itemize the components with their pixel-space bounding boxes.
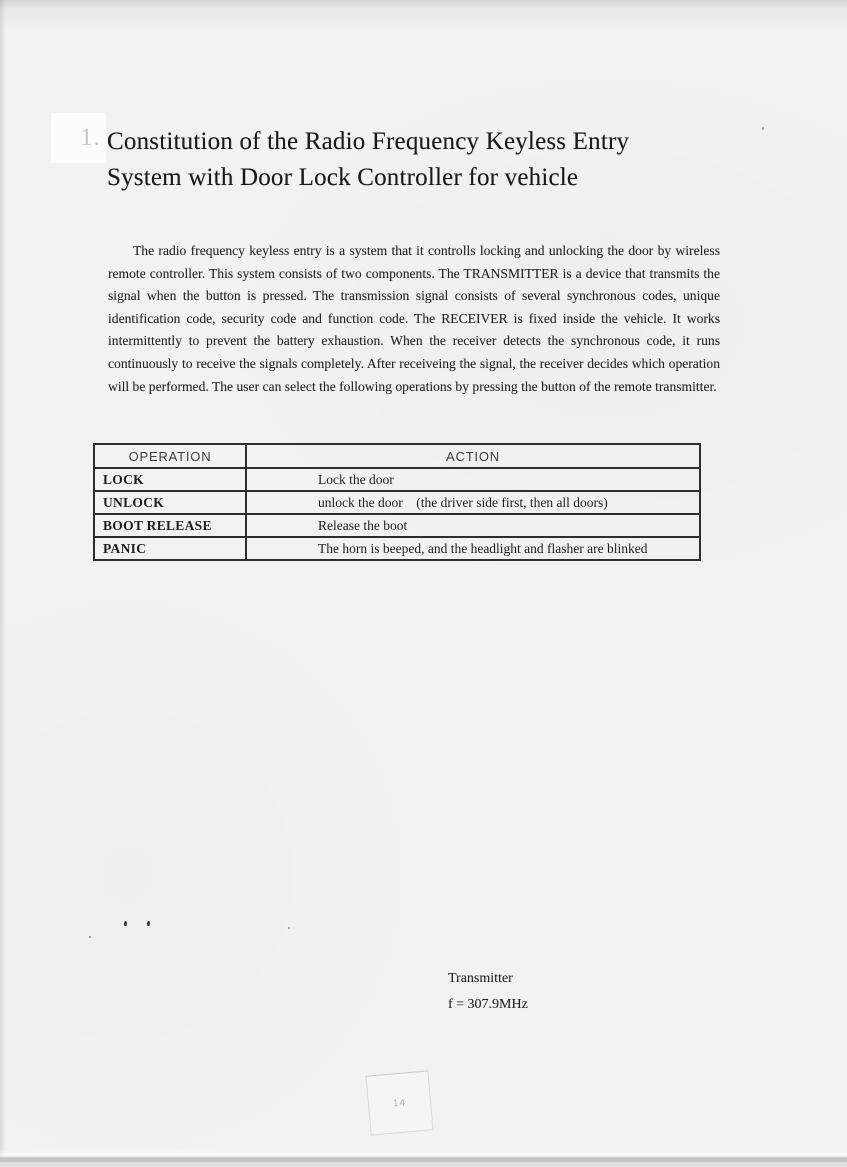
body-paragraph: The radio frequency keyless entry is a system that it controlls locking and unlocking the door by wireless remote controller. This system consists of two components. The TRANSMITTER is a device that transmits the signal when the button is pressed. The transmission signal consists of several synchronous codes, unique identification code, security code and function code. The RECEIVER is fixed inside the vehicle. It works intermittently to prevent the battery exhaustion. When the receiver detects the synchronous code, it runs continuously to receive the signals completely. After receiveing the signal, the receiver decides which operation will be performed. The user can select the following operations by pressing the button of the remote transmitter. [108,243,720,394]
operation-cell: UNLOCK [94,491,246,514]
table-row [94,537,700,560]
ink-speck [124,921,128,926]
section-number: 1. [80,124,101,151]
operation-table [93,443,701,561]
action-cell: unlock the door (the driver side first, then all doors) [246,491,700,514]
ink-speck [288,927,290,929]
tape-outline [366,1070,434,1135]
table-row [94,491,700,514]
table-row [94,514,700,537]
ink-speck [89,936,91,938]
scan-shadow-left [0,0,6,1167]
title-line-1: Constitution of the Radio Frequency Keyless Entry [107,128,630,155]
caption-frequency: f = 307.9MHz [448,997,528,1012]
whiteout-patch [51,113,106,163]
column-header-operation: OPERATION [94,444,246,468]
caption-transmitter: Transmitter [448,971,513,986]
operation-cell: LOCK [94,468,246,491]
handwritten-page-number: 14 [392,1096,407,1110]
document-title [107,124,629,196]
table-header-row [94,444,700,468]
scan-shadow-bottom [0,1150,847,1167]
ink-speck [147,921,151,926]
action-cell: Release the boot [246,514,700,537]
title-line-2: System with Door Lock Controller for vehicle [107,164,579,191]
operation-cell: PANIC [94,537,246,560]
operation-cell: BOOT RELEASE [94,514,246,537]
figure-caption [448,966,528,1018]
table-row [94,468,700,491]
action-cell: Lock the door [246,468,700,491]
action-cell: The horn is beeped, and the headlight and flasher are blinked [246,537,700,560]
column-header-action: ACTION [246,444,700,468]
ink-speck [762,127,764,130]
